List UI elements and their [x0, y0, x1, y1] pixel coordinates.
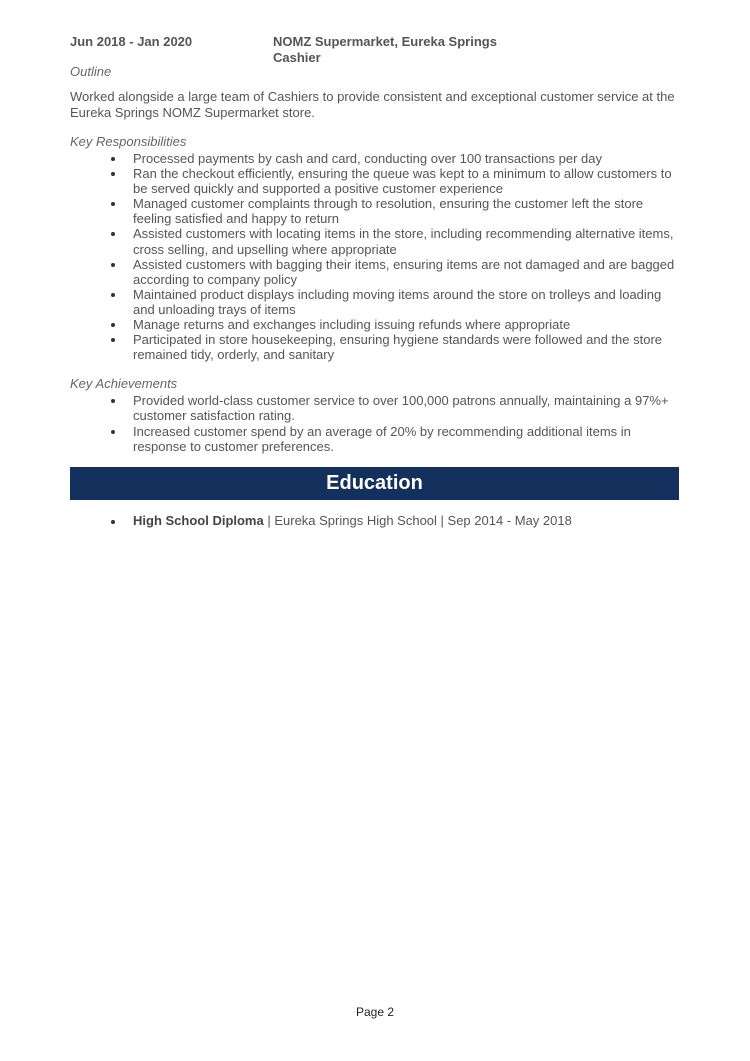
responsibility-text: Participated in store housekeeping, ensuring hygiene standards were followed and the store remained tidy, orderly, and sanitary — [133, 332, 663, 363]
job-header — [70, 34, 680, 68]
list-item — [133, 151, 680, 166]
job-employer: NOMZ Supermarket, Eureka Springs — [273, 34, 497, 49]
achievements-heading: Key Achievements — [70, 376, 178, 392]
achievement-text: Increased customer spend by an average of 20% by recommending additional items in response to customer preferences. — [133, 423, 631, 454]
responsibility-text: Ran the checkout efficiently, ensuring the queue was kept to a minimum to allow customers to be served quickly and supported a positive customer experience — [133, 166, 672, 197]
list-item — [133, 393, 680, 423]
bullet-icon — [111, 399, 115, 403]
responsibility-text: Manage returns and exchanges including issuing refunds where appropriate — [133, 317, 571, 333]
list-item — [133, 166, 680, 196]
responsibility-text: Processed payments by cash and card, conducting over 100 transactions per day — [133, 151, 602, 166]
bullet-icon — [111, 263, 115, 267]
job-dates: Jun 2018 - Jan 2020 — [70, 34, 193, 49]
bullet-icon — [111, 293, 115, 297]
bullet-icon — [111, 172, 115, 176]
list-item — [133, 332, 680, 362]
page-number: Page 2 — [355, 1005, 395, 1019]
education-list — [70, 512, 680, 530]
responsibilities-list — [70, 151, 680, 362]
responsibility-text: Managed customer complaints through to resolution, ensuring the customer left the store feeling satisfied and happy to return — [133, 196, 644, 227]
bullet-icon — [111, 202, 115, 206]
bullet-icon — [111, 232, 115, 236]
bullet-icon — [111, 323, 115, 327]
list-item — [133, 512, 680, 530]
bullet-icon — [111, 157, 115, 161]
list-item — [133, 196, 680, 226]
outline-heading: Outline — [70, 64, 112, 79]
list-item — [133, 317, 680, 332]
education-degree: High School Diploma — [133, 513, 264, 528]
list-item — [133, 424, 680, 454]
bullet-icon — [111, 520, 115, 524]
bullet-icon — [111, 430, 115, 434]
list-item — [133, 226, 680, 256]
responsibility-text: Assisted customers with locating items in the store, including recommending alternative items, cross selling, and upselling where appropriate — [133, 226, 674, 257]
responsibilities-heading: Key Responsibilities — [70, 134, 187, 149]
list-item — [133, 287, 680, 317]
education-details: | Eureka Springs High School | Sep 2014 - May 2018 — [263, 513, 572, 528]
outline-text: Worked alongside a large team of Cashiers to provide consistent and exceptional customer service at the Eureka Springs NOMZ Supermarket store. — [70, 89, 675, 120]
job-title: Cashier — [273, 50, 321, 65]
achievement-text: Provided world-class customer service to over 100,000 patrons annually, maintaining a 97%+ customer satisfaction rating. — [133, 393, 669, 424]
list-item — [133, 257, 680, 287]
responsibility-text: Assisted customers with bagging their items, ensuring items are not damaged and are bagged according to company policy — [133, 256, 675, 287]
bullet-icon — [111, 338, 115, 342]
education-section-heading: Education — [70, 467, 679, 500]
responsibility-text: Maintained product displays including moving items around the store on trolleys and loading and unloading trays of items — [133, 286, 662, 317]
job-details — [70, 64, 680, 454]
achievements-list — [70, 393, 680, 453]
